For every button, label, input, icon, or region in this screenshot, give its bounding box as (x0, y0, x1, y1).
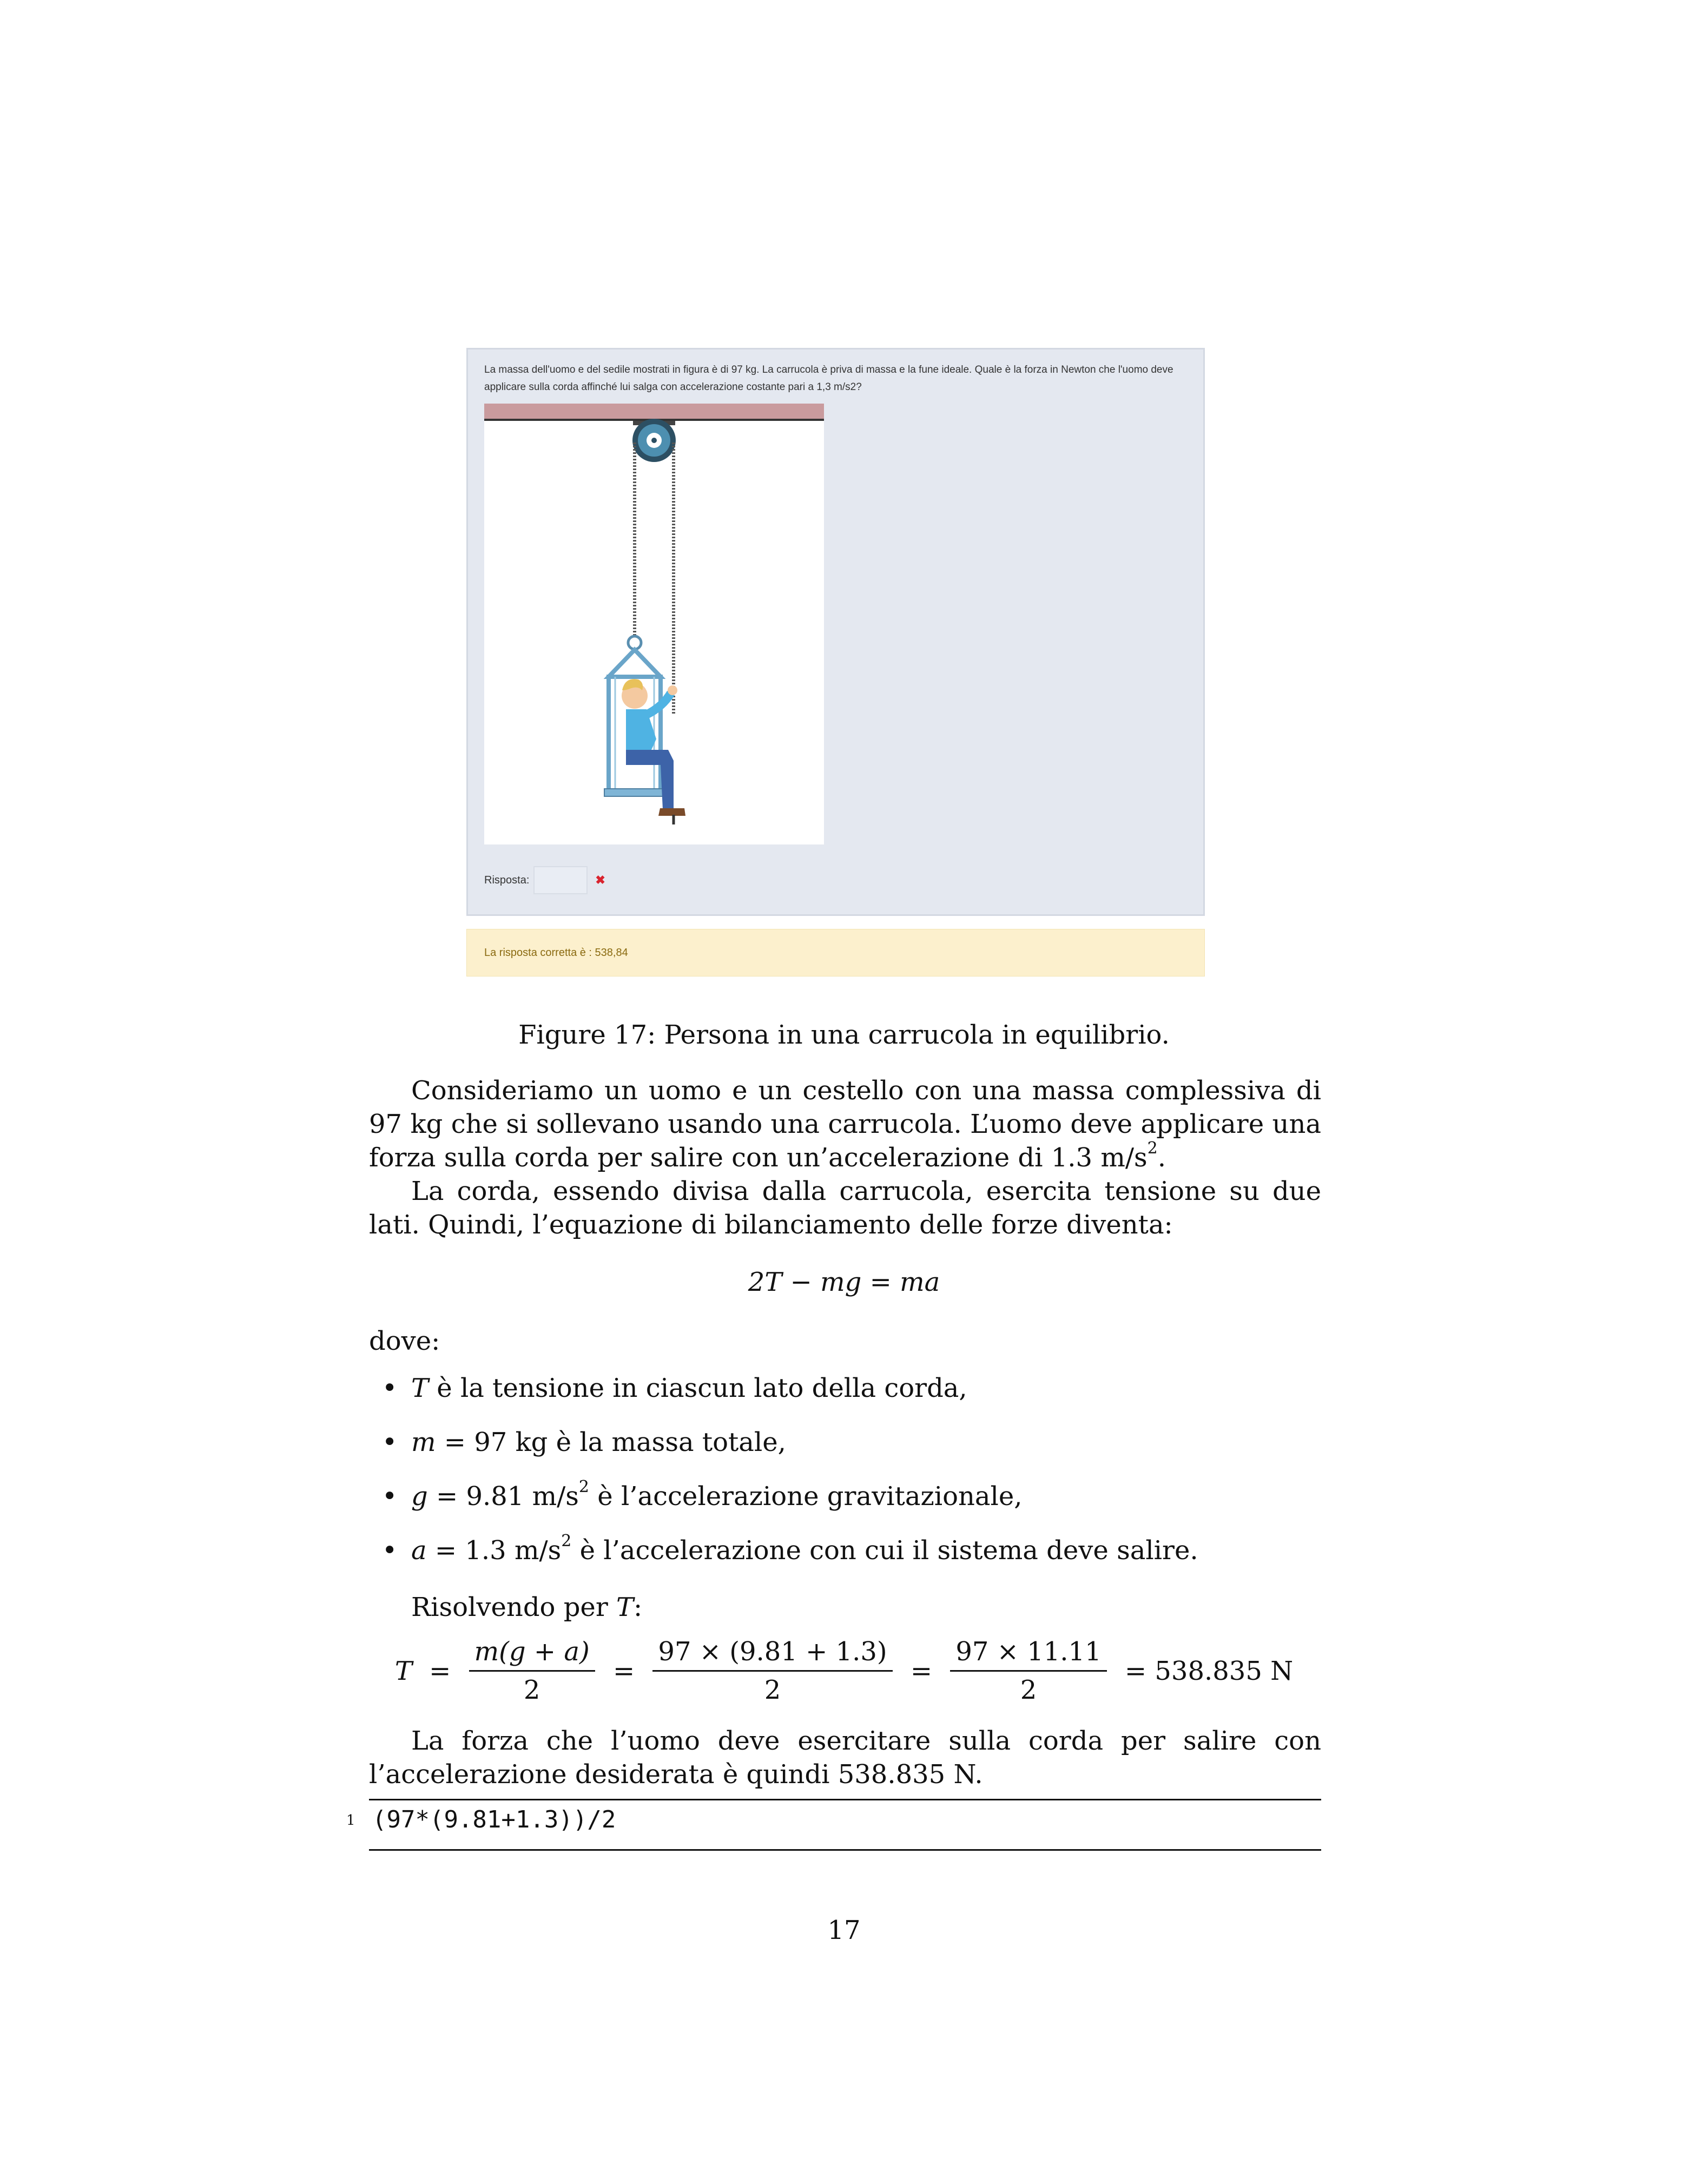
quiz-question: La massa dell'uomo e del sedile mostrati in figura è di 97 kg. La carrucola è priva di massa e la fune ideale. Quale è la forza in Newton che l'uomo deve applicare sulla corda affinché lui salga con accelerazione costante pari a 1,3 m/s2? (484, 364, 1173, 393)
paragraph-conclusion: La forza che l’uomo deve esercitare sulla corda per salire con l’accelerazione desiderata è quindi 538.835 N. (369, 1726, 1321, 1790)
page-number: 17 (827, 1915, 861, 1945)
pulley-figure (484, 404, 824, 844)
code-line-number: 1 (346, 1812, 355, 1829)
man-shoe (658, 808, 685, 816)
correct-answer-text: La risposta corretta è : 538,84 (484, 946, 628, 959)
solution-equation: T = $\frac{m(g + a)}{2}$ = $\frac{97 \times (9.81 + 1.3)}{2}$ = $\frac{97 \times 11.11}{2}$ = 538.835 N (394, 1637, 1294, 1705)
quiz-screenshot (466, 348, 1205, 916)
answer-input[interactable] (533, 866, 588, 894)
list-item: • m = 97 kg è la massa totale, (369, 1426, 1321, 1480)
answer-label: Risposta: (484, 874, 530, 886)
fraction-simplified: $\frac{97 \times 11.11}{2}$ (950, 1637, 1106, 1705)
list-item: • g = 9.81 $m/s^2$ è l’accelerazione gravitazionale, (369, 1480, 1321, 1534)
paragraph-intro: Consideriamo un uomo e un cestello con una massa complessiva di 97 kg che si sollevano usando una carrucola. L’uomo deve applicare una forza sulla corda per salire con un’accelerazione di 1.3 $m/s^2$. (369, 1075, 1321, 1173)
solving-line: Risolvendo per T: (411, 1592, 643, 1622)
list-item: • T è la tensione in ciascun lato della corda, (369, 1371, 1321, 1426)
man-pants (626, 750, 674, 809)
dove-label: dove: (369, 1326, 440, 1356)
code-listing: (97*(9.81+1.3))/2 (372, 1806, 616, 1833)
answer-row (484, 865, 605, 895)
cage-top (609, 650, 661, 677)
force-equation: 2T − mg = ma (748, 1267, 940, 1297)
seat (604, 789, 665, 796)
code-rule-top (369, 1799, 1321, 1800)
ceiling-beam (484, 404, 824, 419)
wrong-answer-icon: ✖ (595, 873, 605, 887)
fraction-substituted: $\frac{97 \times (9.81 + 1.3)}{2}$ (652, 1637, 892, 1705)
variable-list (369, 1371, 1321, 1588)
figure-caption: Figure 17: Persona in una carrucola in equilibrio. (518, 1020, 1170, 1050)
code-rule-bottom (369, 1849, 1321, 1851)
paragraph-tension: La corda, essendo divisa dalla carrucola, esercita tensione su due lati. Quindi, l’equazione di bilanciamento delle forze diventa: (369, 1176, 1321, 1240)
pulley-illustration (484, 404, 824, 844)
correct-answer-feedback (466, 929, 1205, 976)
list-item: • a = 1.3 $m/s^2$ è l’accelerazione con cui il sistema deve salire. (369, 1534, 1321, 1588)
fraction-symbolic: $\frac{m(g + a)}{2}$ (469, 1637, 595, 1705)
